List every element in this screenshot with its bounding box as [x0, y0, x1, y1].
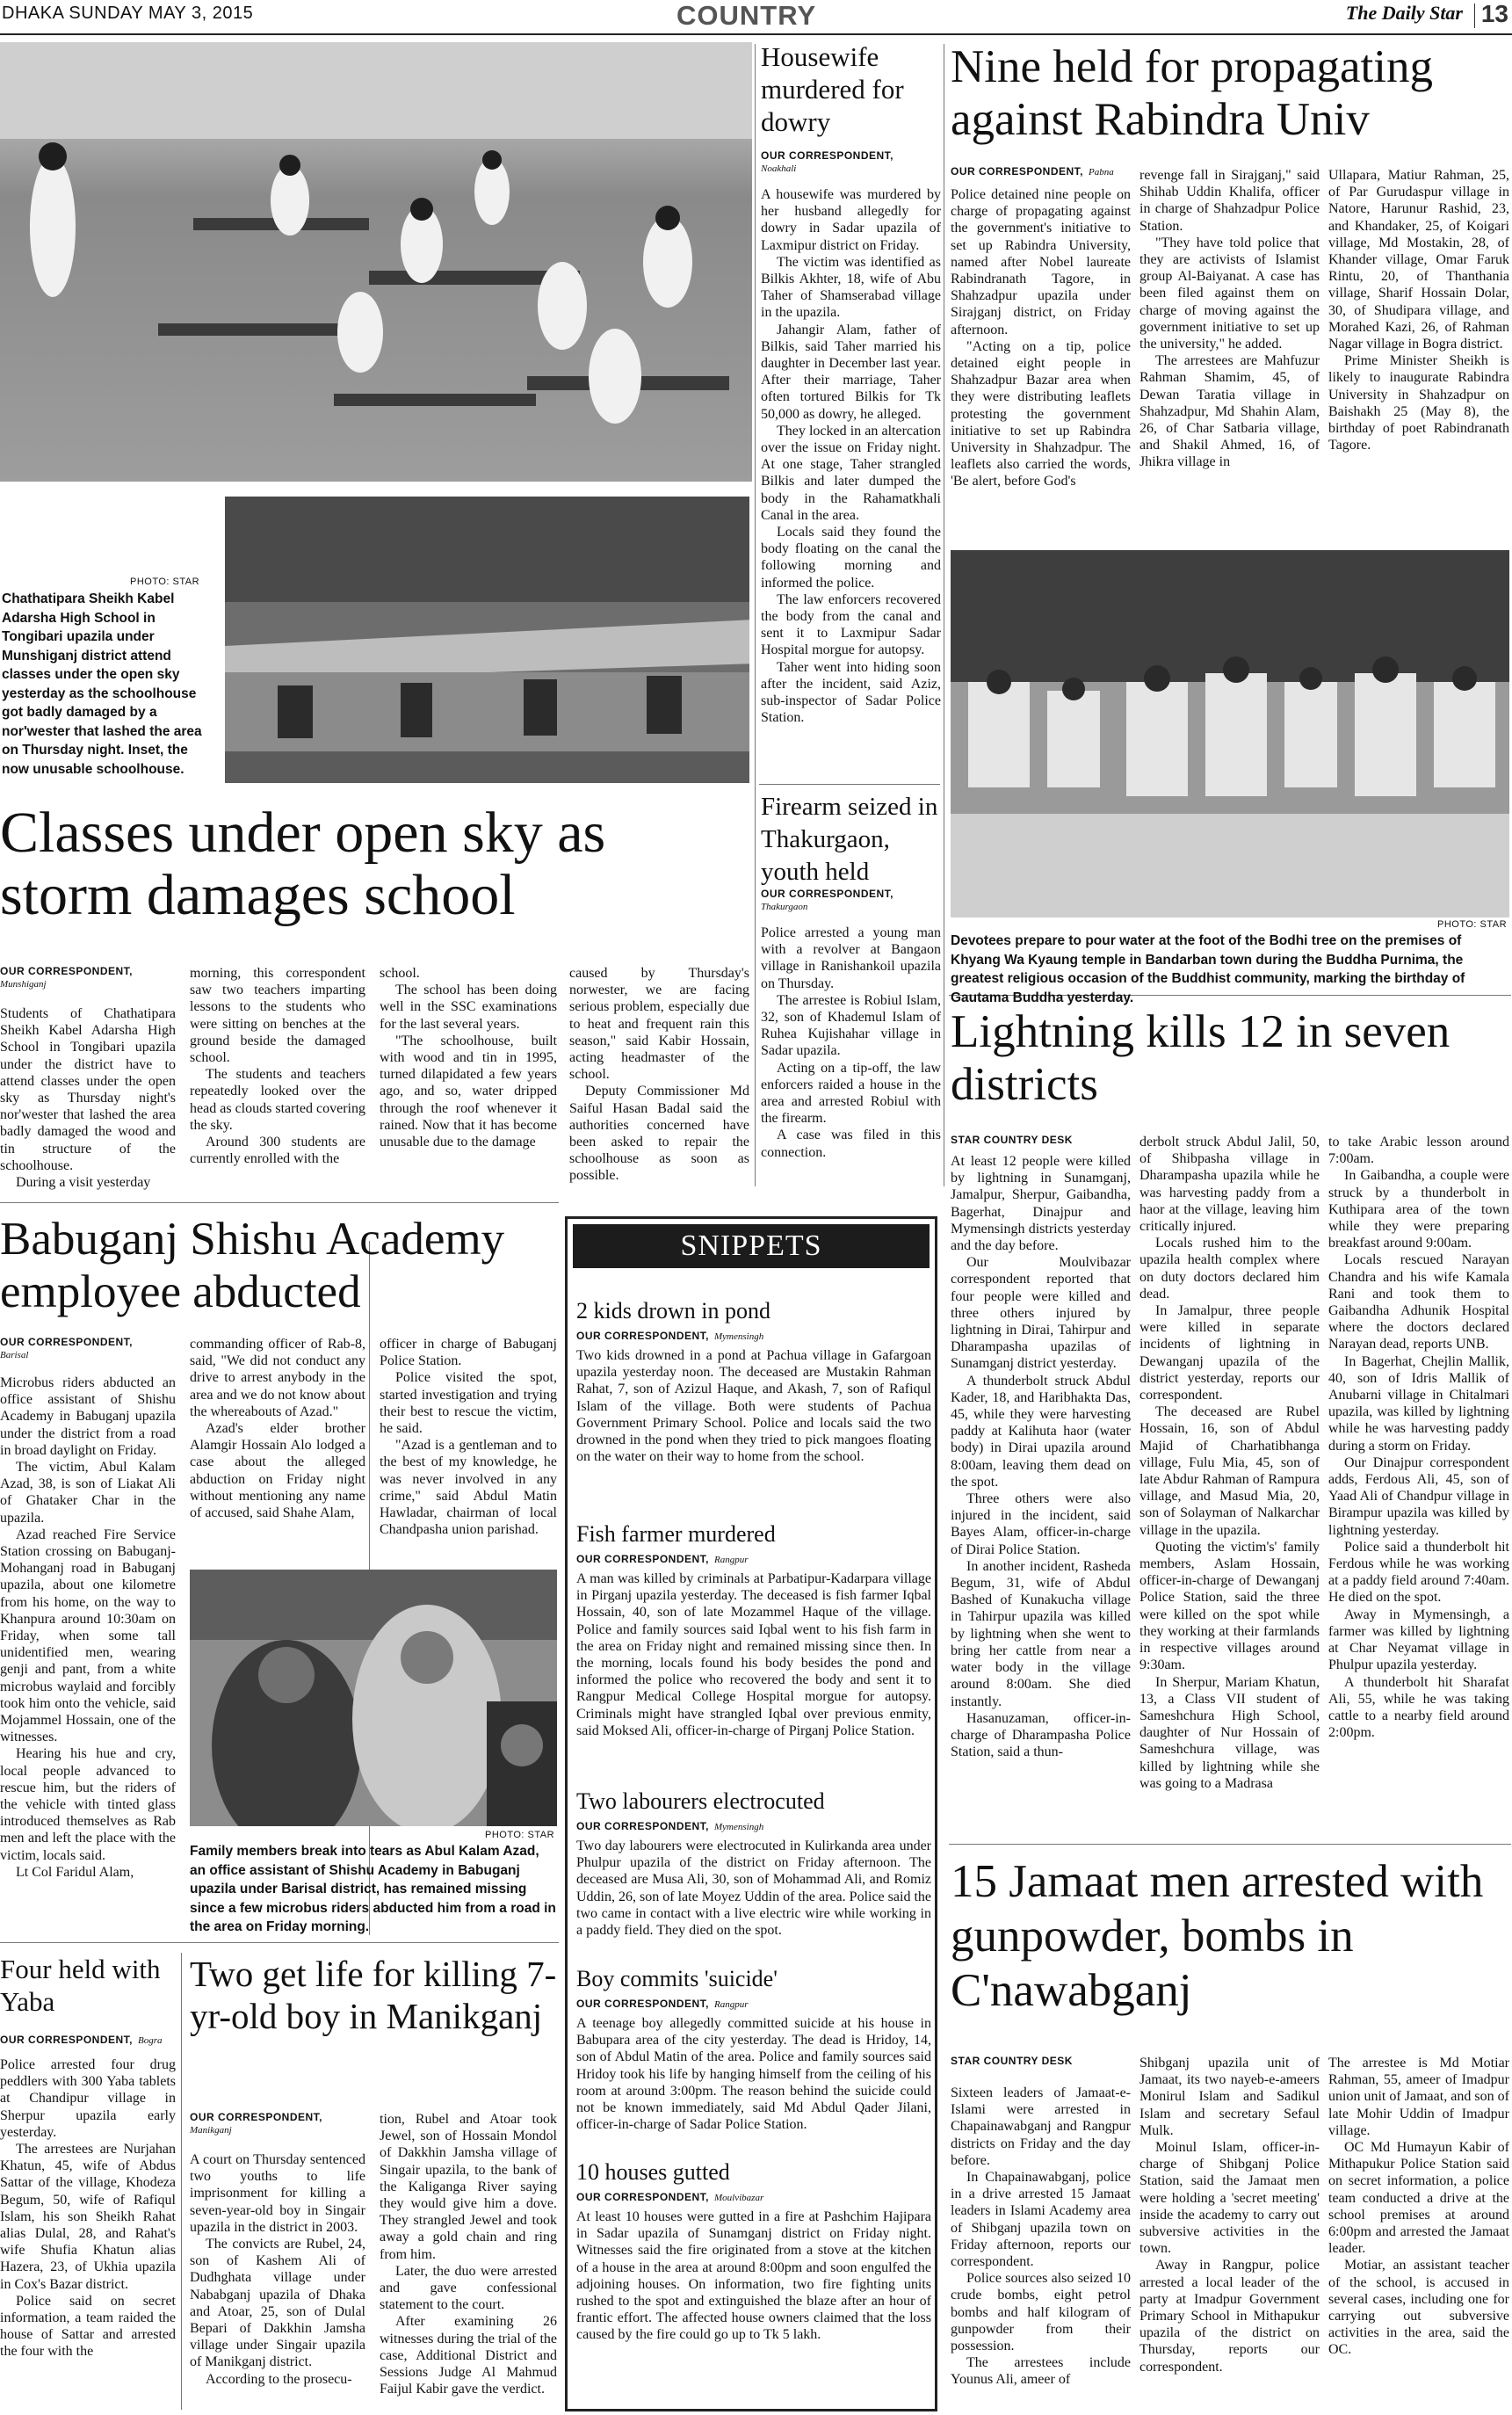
jamaat-byline: STAR COUNTRY DESK — [951, 2055, 1073, 2067]
manikganj-headline: Two get life for killing 7-yr-old boy in Manikganj — [190, 1954, 557, 2036]
family-tears-photo — [190, 1570, 557, 1826]
school-main-photo — [0, 42, 752, 482]
snippets-box — [565, 1216, 937, 2411]
school-headline: Classes under open sky as storm damages school — [0, 801, 606, 928]
housewife-byline: OUR CORRESPONDENT, Noakhali — [761, 149, 894, 174]
snippet-body: A man was killed by criminals at Parbatipur-Kadarpara village in Pirganj upazila yesterday. The deceased is fish farmer Iqbal Hossain, 40, son of late Mozammel Haque of the village. Police and family sources said Iqbal went to his fish farm in the area on Friday night and remained missing since then. In the morning, locals found his body besides the pond and informed the police who recovered the body and sent it to Rangpur Medical College Hospital morgue for autopsy. Criminals might have strangled Iqbal over previous enmity, said Moksed Ali, officer-in-charge of Pirganj Police Station. — [576, 1571, 931, 1738]
jamaat-col-3: The arrestee is Md Motiar Rahman, 55, ameer of Imadpur union unit of Jamaat, and son of late Mohir Uddin of Imadpur village. OC Md Humayun Kabir of Mithapukur Police Station said on secret information, a police team conducted a drive at the school premises at around 6:00pm and arrested the Jamaat leader. Motiar, an assistant teacher of the school, is accused in several cases, including one for carrying out subversive activities in the area, said the OC. — [1328, 2056, 1509, 2358]
masthead-logo: The Daily Star — [1345, 2, 1463, 24]
snippet-headline: Two labourers electrocuted — [576, 1788, 825, 1814]
snippet-body: At least 10 houses were gutted in a fire at Pashchim Hajipara in Sadar upazila of Sunamganj district on Friday night. Witnesses said the fire originated from a stove at the kitchen of a house in the area at around 8:00pm and soon engulfed the adjoining houses. On information, two fire fighting units rushed to the spot and extinguished the blaze after an hour of frantic effort. The affected house owners claimed that the loss caused by the fire could go up to Tk 5 lakh. — [576, 2209, 931, 2343]
housewife-headline: Housewife murdered for dowry — [761, 41, 904, 137]
lightning-col-1: At least 12 people were killed by lightning in Sunamganj, Jamalpur, Sherpur, Gaibandha, Bagerhat, Dinajpur and Mymensingh districts yesterday and the day before. Our Moulvibazar correspondent reported that four people were killed and three others injured by lightning in Dirai, Tahirpur and Dharampasha upazilas of Sunamganj district yesterday. A thunderbolt struck Abdul Kader, 18, and Haribhakta Das, 45, while they were harvesting paddy at Kalihuta haor (water body) in Dirai upazila around 8:00am, leaving them dead on the spot. Three others were also injured in the incident, said Bayes Alam, officer-in-charge of Dirai Police Station. In another incident, Rasheda Begum, 31, wife of Abdul Bashed of Kunakucha village in Tahirpur upazila was killed by lightning when she went to bring her cattle from near a water body in the village around 8:00am. She died instantly. Hasanuzaman, officer-in-charge of Dharampasha Police Station, said a thun- — [951, 1154, 1131, 1760]
rabindra-col-1: Police detained nine people on charge of propagating against the government's initiative to set up Rabindra University, named after Nobel laureate Rabindranath Tagore, in Shahzadpur upazila under Sirajganj district, on Friday afternoon. "Acting on a tip, police detained eight people in Shahzadpur Bazar area when they were distributing leaflets protesting the government initiative to set up Rabindra University in Shahzadpur. The leaflets also carried the words, 'Be alert, before God's — [951, 187, 1131, 490]
firearm-headline: Firearm seized in Thakurgaon, youth held — [761, 793, 938, 886]
babuganj-col-3: officer in charge of Babuganj Police Station. Police visited the spot, started investigation and trying their best to rescue the victim, he said. "Azad is a gentleman and to the best of my knowledge, he was never involved in any crime," said Abdul Matin Hawladar, chairman of local Chandpasha union parishad. — [380, 1337, 557, 1538]
header-divider — [1474, 4, 1475, 28]
snippet-byline: OUR CORRESPONDENT, Rangpur — [576, 1553, 749, 1565]
school-col-2: morning, this correspondent saw two teachers imparting lessons to the students who were sitting on benches at the ground beside the damaged school. The students and teachers repeatedly looked over the head as clouds started covering the sky. Around 300 students are currently enrolled with the — [190, 966, 365, 1167]
rabindra-col-3: Ullapara, Matiur Rahman, 25, of Par Gurudaspur village in Natore, Harunur Rashid, 23, and Khandaker, 25, of Koigari village, Md Mostakin, 28, of Khander village, Omar Faruk Rintu, 20, of Thanthania village, Sharif Hossain Dolar, 30, of Shudipara village, and Morahed Kazi, 26, of Rahman Nagar village in Bogra district. Prime Minister Sheikh is likely to inaugurate Rabindra University in Shahzadpur on Baishakh 25 (May 8), the birthday of poet Rabindranath Tagore. — [1328, 168, 1509, 453]
photo-credit: PHOTO: STAR — [1437, 919, 1508, 930]
story-divider — [759, 784, 940, 785]
jamaat-headline: 15 Jamaat men arrested with gunpowder, bombs in C'nawabganj — [951, 1856, 1484, 2016]
manikganj-byline: OUR CORRESPONDENT, Manikganj — [190, 2111, 323, 2136]
snippets-title: SNIPPETS — [573, 1224, 930, 1268]
snippet-headline: Boy commits 'suicide' — [576, 1966, 778, 1991]
jamaat-col-2: Shibganj upazila unit of Jamaat, its two nayeb-e-ameers Monirul Islam and Sadikul Islam and secretary Sefaul Mulk. Moinul Islam, officer-in-charge of Shibganj Police Station, said the Jamaat men were holding a 'secret meeting' inside the academy to carry out subversive activities in the town. Away in Rangpur, police arrested a local leader of the party at Imadpur Government Primary School in Mithapukur upazila of the district on Thursday, reports our correspondent. — [1139, 2056, 1320, 2375]
babuganj-headline: Babuganj Shishu Academy employee abducted — [0, 1214, 505, 1317]
column-rule — [755, 44, 756, 1186]
page-header — [0, 0, 1512, 35]
story-divider — [0, 1942, 559, 1943]
school-photo-caption: Chathatipara Sheikh Kabel Adarsha High School in Tongibari upazila under Munshiganj district attend classes under the open sky yesterday as the schoolhouse got badly damaged by a nor'wester that lashed the area on Thursday night. Inset, the now unusable schoolhouse. — [2, 591, 202, 777]
firearm-byline: OUR CORRESPONDENT, Thakurgaon — [761, 888, 894, 912]
babuganj-byline: OUR CORRESPONDENT, Barisal — [0, 1336, 134, 1360]
school-col-3: school. The school has been doing well in the SSC examinations for the last several years. "The schoolhouse, built with wood and tin in 1995, turned dilapidated a few years ago, and so, water dripped through the roof whenever it rained. Now that it has become unusable due to the damage — [380, 966, 557, 1150]
issue-date: DHAKA SUNDAY MAY 3, 2015 — [2, 4, 254, 23]
lightning-col-2: derbolt struck Abdul Jalil, 50, of Shibpasha village in Dharampasha upazila while he was harvesting paddy from a haor at the village, leaving him critically injured. Locals rushed him to the upazila health complex where on duty doctors declared him dead. In Jamalpur, three people were killed in separate incidents of lightning in Dewanganj upazila of the district yesterday, reports our correspondent. The deceased are Rubel Hossain, 16, son of Abdul Majid of Charhatibhanga village, Fulu Mia, 45, son of late Abdur Rahman of Rampura village, and Masud Mia, 20, son of Solayman of Nalkarchar village in the upazila. Quoting the victim's' family members, Aslam Hossain, officer-in-charge of Dewanganj Police Station, said the three were killed on the spot while they working at their farmlands in respective villages around 9:30am. In Sherpur, Mariam Khatun, 13, a Class VII student of Sameshchura High School, daughter of Nur Hossain of Sameshchura village, was killed by lightning while she was going to a Madrasa — [1139, 1135, 1320, 1791]
snippet-body: Two kids drowned in a pond at Pachua village in Gafargoan upazila yesterday noon. The deceased are Mustakin Rahman Rahat, 7, son of Azizul Haque, and Akash, 7, son of Rafiqul Islam of the village. Both were students of Pachua Government Primary School. Police and locals said the two drowned in the pond when they tried to pick mangoes floating on the water on their way to home from the school. — [576, 1348, 931, 1465]
snippet-byline: OUR CORRESPONDENT, Moulvibazar — [576, 2191, 764, 2203]
rabindra-byline: OUR CORRESPONDENT, Pabna — [951, 165, 1114, 178]
rabindra-headline: Nine held for propagating against Rabindra Univ — [951, 41, 1433, 145]
buddha-photo-caption: Devotees prepare to pour water at the foot of the Bodhi tree on the premises of Khyang Wa Kyaung temple in Bandarban town during the Buddha Purnima, the greatest religious occasion of the Buddhist community, marking the birthday of Gautama Buddha yesterday. — [951, 933, 1465, 1005]
snippet-body: Two day labourers were electrocuted in Kulirkanda area under Phulpur upazila of the district on Friday afternoon. The deceased are Musa Ali, 30, son of Mohammad Ali, and Romiz Uddin, 26, son of late Moyez Uddin of the area. Police said the two came in contact with a live electric wire while working in a paddy field. They died on the spot. — [576, 1838, 931, 1939]
yaba-body: Police arrested four drug peddlers with 300 Yaba tablets at Chandipur village in Sherpur upazila early yesterday. The arrestees are Nurjahan Khatun, 45, wife of Abdus Sattar of the village, Khodeza Begum, 50, wife of Rafiqul Islam, his son Sheikh Rahat alias Dulal, 28, and Rahat's wife Shufia Khatun alias Hazera, 23, of Ukhia upazila in Cox's Bazar district. Police said on secret information, a team raided the house of Sattar and arrested the four with the — [0, 2057, 176, 2360]
section-title: COUNTRY — [676, 0, 817, 31]
photo-credit: PHOTO: STAR — [130, 577, 200, 587]
inset-schoolhouse-photo — [222, 494, 752, 786]
yaba-headline: Four held with Yaba — [0, 1954, 161, 2017]
babuganj-col-1: Microbus riders abducted an office assistant of Shishu Academy in Babuganj upazila under the district from a road in broad daylight on Friday. The victim, Abul Kalam Azad, 38, is son of Liakat Ali of Ghataker Char in the upazila. Azad reached Fire Service Station crossing on Babuganj-Mohanganj road in Babuganj upazila, about one kilometre from his home, on the way to Khanpura around 10:30am on Friday, when some tall unidentified men, wearing genji and pant, from a white microbus waylaid and forcibly took him onto the vehicle, said Mojammel Hossain, one of the witnesses. Hearing his hue and cry, local people advanced to rescue him, but the riders of the vehicle with tinted glass introduced themselves as Rab men and left the place with the victim, locals said. Lt Col Faridul Alam, — [0, 1375, 176, 1880]
school-col-4: caused by Thursday's norwester, we are facing serious problem, especially due to heat and frequent rain this season," said Kabir Hossain, acting headmaster of the school. Deputy Commissioner Md Saiful Hasan Badal said the authorities concerned have been asked to repair the schoolhouse as soon as possible. — [569, 966, 749, 1184]
lightning-byline: STAR COUNTRY DESK — [951, 1134, 1073, 1146]
snippet-headline: Fish farmer murdered — [576, 1521, 776, 1547]
lightning-headline: Lightning kills 12 in seven districts — [951, 1006, 1451, 1110]
babuganj-col-2: commanding officer of Rab-8, said, "We did not conduct any drive to arrest anybody in the area and we do not know about the whereabouts of Azad." Azad's elder brother Alamgir Hossain Alo lodged a case about the alleged abduction on Friday night without mentioning any name of accused, said Shahe Alam, — [190, 1337, 365, 1521]
column-rule — [181, 1953, 182, 2410]
page-number: 13 — [1480, 0, 1508, 27]
school-byline: OUR CORRESPONDENT, Munshiganj — [0, 965, 134, 990]
lightning-col-3: to take Arabic lesson around 7:00am. In Gaibandha, a couple were struck by a thunderbolt in Kuthipara area of the town while they were preparing breakfast around 9:00am. Locals rescued Narayan Chandra and his wife Kamala Rani and took them to Gaibandha Adhunik Hospital where the doctors declared Narayan dead, reports UNB. In Bagerhat, Chejlin Mallik, 40, son of Idris Mallik of Anubarni village in Chitalmari upazila, was killed by lightning while he was harvesting paddy during a storm on Friday. Our Dinajpur correspondent adds, Ferdous Ali, 45, son of Yaad Ali of Chandpur village in Birampur upazila was killed by lightning yesterday. Police said a thunderbolt hit Ferdous while he was working at a paddy field around 7:40am. He died on the spot. Away in Mymensingh, a farmer was killed by lightning at Char Neyamat village in Phulpur upazila yesterday. A thunderbolt hit Sharafat Ali, 55, while he was taking cattle to a nearby field around 2:00pm. — [1328, 1135, 1509, 1741]
snippet-headline: 2 kids drown in pond — [576, 1298, 770, 1324]
snippet-headline: 10 houses gutted — [576, 2159, 730, 2185]
babuganj-photo-caption: Family members break into tears as Abul Kalam Azad, an office assistant of Shishu Academy in Babuganj upazila under Barisal district, has remained missing since a few microbus riders abducted him from a road in the area on Friday morning. — [190, 1844, 556, 1934]
manikganj-col-1: A court on Thursday sentenced two youths to life imprisonment for killing a seven-year-old boy in Singair upazila in the district in 2003. The convicts are Rubel, 24, son of Kashem Ali of Dudhghata village under Nababganj upazila of Dhaka and Atoar, 25, son of Dulal Bepari of Dakkhin Jamsha village under Singair upazila of Manikganj district. According to the prosecu- — [190, 2152, 365, 2387]
snippet-byline: OUR CORRESPONDENT, Mymensingh — [576, 1330, 764, 1342]
school-col-1: Students of Chathatipara Sheikh Kabel Adarsha High School in Tongibari upazila under the district have to attend classes under the open sky as Thursday night's nor'wester that lashed the area badly damaged the wood and tin structure of the schoolhouse. During a visit yesterday — [0, 1006, 176, 1191]
story-divider — [0, 1202, 559, 1203]
yaba-byline: OUR CORRESPONDENT, Bogra — [0, 2034, 163, 2046]
snippet-byline: OUR CORRESPONDENT, Mymensingh — [576, 1820, 764, 1832]
housewife-body: A housewife was murdered by her husband allegedly for dowry in Sadar upazila of Laxmipur district on Friday. The victim was identified as Bilkis Akhter, 18, wife of Abu Taher of Shamserabad village in the upazila. Jahangir Alam, father of Bilkis, said Taher married his daughter in December last year. After their marriage, Taher often tortured Bilkis for Tk 50,000 as dowry, he alleged. They locked in an altercation over the issue on Friday night. At one stage, Taher strangled Bilkis and later dumped the body in the Rahamatkhali Canal in the area. Locals said they found the body floating on the canal the following morning and informed the police. The law enforcers recovered the body from the canal and sent it to Laxmipur Sadar Hospital morgue for autopsy. Taher went into hiding soon after the incident, said Aziz, sub-inspector of Sadar Police Station. — [761, 187, 941, 726]
rabindra-col-2: revenge fall in Sirajganj," said Shihab Uddin Khalifa, officer in charge of Shahzadpur Police Station. "They have told police that they are activists of Islamist group Al-Baiyanat. A case has been filed against them on charge of moving against the government initiative to set up the university," he added. The arrestees are Mahfuzur Rahman Shamim, 45, of Dewan Taratia village in Shahzadpur, Md Shahin Alam, 26, of Char Satbaria village, and Shakil Ahmed, 16, of Jhikra village in — [1139, 168, 1320, 470]
buddha-purnima-photo — [951, 550, 1509, 917]
jamaat-col-1: Sixteen leaders of Jamaat-e-Islami were arrested in Chapainawabganj and Rangpur districts on Friday and the day before. In Chapainawabganj, police in a drive arrested 15 Jamaat leaders in Islami Academy area of Shibganj upazila town on Friday afternoon, reports our correspondent. Police sources also seized 10 crude bombs, eight petrol bombs and half kilogram of gunpowder from their possession. The arrestees include Younus Ali, ameer of — [951, 2085, 1131, 2388]
firearm-body: Police arrested a young man with a revolver at Bangaon village in Ranishankoil upazila on Thursday. The arrestee is Robiul Islam, 32, son of Khademul Islam of Ruhea Kujishahar village in Sadar upazila. Acting on a tip-off, the law enforcers raided a house in the area and arrested Robiul with the firearm. A case was filed in this connection. — [761, 925, 941, 1160]
manikganj-col-2: tion, Rubel and Atoar took Jewel, son of Hossain Mondol of Dakkhin Jamsha village of Singair upazila, to the bank of the Kaliganga River saying they would give him a dove. They strangled Jewel and took away a gold chain and ring from him. Later, the duo were arrested and gave confessional statement to the court. After examining 26 witnesses during the trial of the case, Additional District and Sessions Judge Al Mahmud Faijul Kabir gave the verdict. — [380, 2112, 557, 2397]
photo-credit: PHOTO: STAR — [485, 1830, 555, 1840]
snippet-body: A teenage boy allegedly committed suicide at his house in Babupara area of the city yesterday. The dead is Hridoy, 14, son of Abdul Matin of the area. Police and family sources said Hridoy took his life by hanging himself from the ceiling of his room at around 3:00pm. The reason behind the suicide could not be known immediately, said Md Abdul Qader Jilani, officer-in-charge of Sadar Police Station. — [576, 2016, 931, 2133]
snippet-byline: OUR CORRESPONDENT, Rangpur — [576, 1998, 749, 2010]
